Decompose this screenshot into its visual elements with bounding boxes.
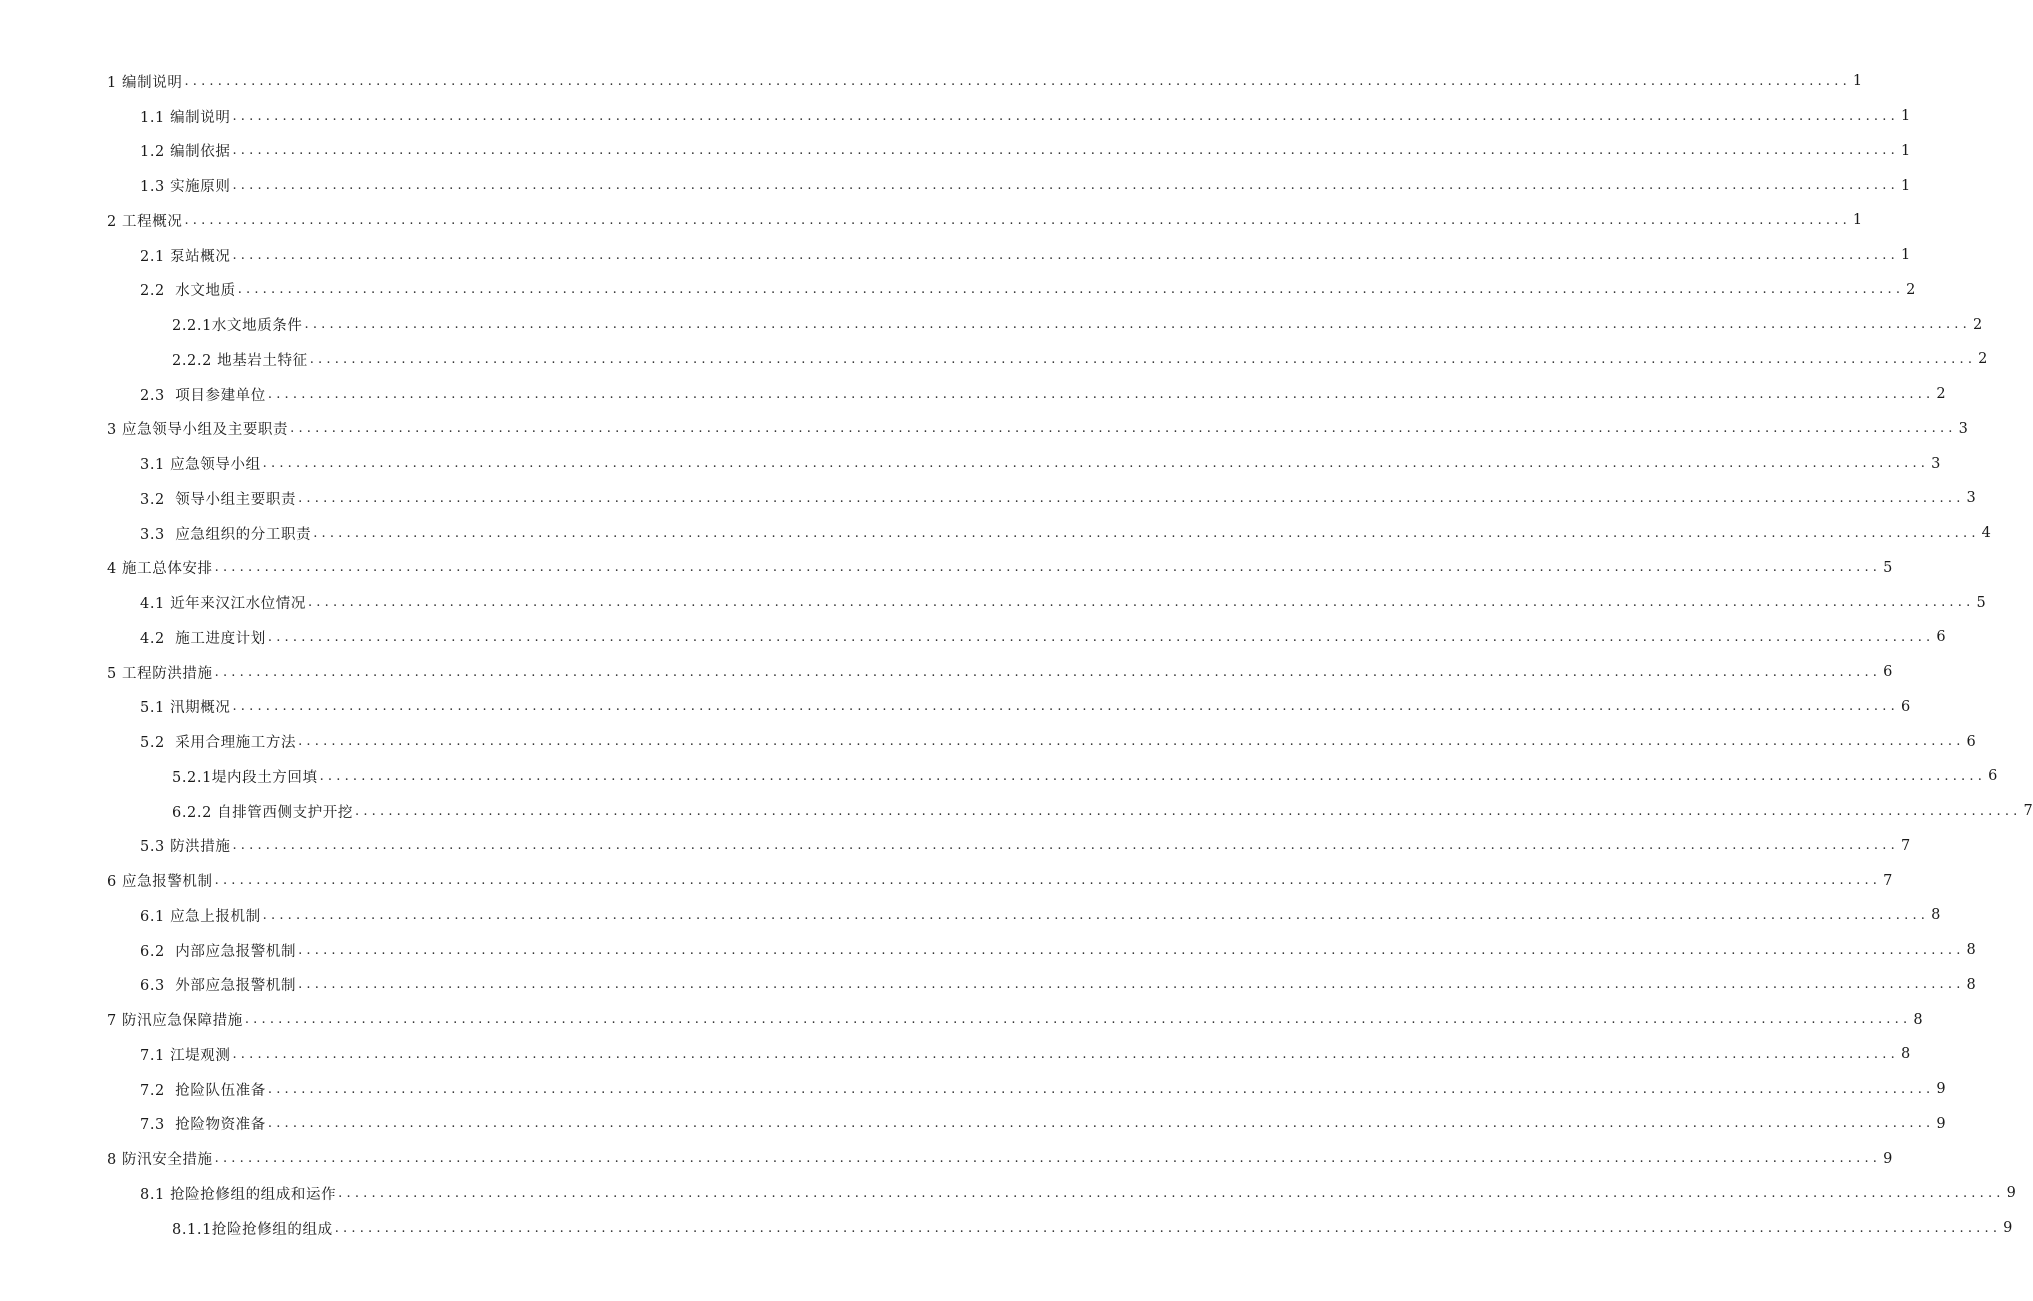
toc-entry-title: 7.1 江堤观测 xyxy=(140,1047,231,1064)
dot-leader: ........................................................................................................................................................................................................ xyxy=(214,664,1882,680)
toc-entry xyxy=(0,412,1969,447)
toc-entry xyxy=(0,759,1998,794)
toc-entry-title: 5.3 防洪措施 xyxy=(140,839,231,856)
toc-entry-title: 5 工程防洪措施 xyxy=(107,665,213,682)
dot-leader: ........................................................................................................................................................................................................ xyxy=(355,803,2022,819)
toc-entry-title: 3.1 应急领导小组 xyxy=(140,457,261,474)
toc-entry-page-number: 9 xyxy=(2003,1220,2013,1237)
toc-entry-link[interactable] xyxy=(140,974,1977,995)
toc-entry xyxy=(0,933,1977,968)
toc-entry-link[interactable] xyxy=(107,870,1893,891)
toc-entry-link[interactable] xyxy=(140,696,1911,717)
toc-entry xyxy=(0,585,1987,620)
toc-entry-page-number: 9 xyxy=(1883,1150,1893,1167)
toc-entry-link[interactable] xyxy=(140,175,1911,196)
toc-entry-page-number: 8 xyxy=(1966,942,1977,959)
toc-entry-page-number: 1 xyxy=(1900,177,1911,194)
toc-entry-page-number: 7 xyxy=(1883,872,1893,889)
toc-entry-title: 6.2.2 自排管西侧支护开挖 xyxy=(172,804,354,821)
dot-leader: ........................................................................................................................................................................................................ xyxy=(244,1012,1912,1028)
toc-entry xyxy=(0,64,1863,99)
toc-entry xyxy=(0,968,1977,1003)
dot-leader: ........................................................................................................................................................................................................ xyxy=(232,1046,1899,1062)
toc-entry-link[interactable] xyxy=(107,418,1969,439)
toc-entry-link[interactable] xyxy=(107,71,1863,92)
toc-entry-title: 1.3 实施原则 xyxy=(140,179,231,196)
toc-entry-page-number: 1 xyxy=(1900,247,1911,264)
toc-entry-title: 6 应急报警机制 xyxy=(107,874,213,891)
dot-leader: ........................................................................................................................................................................................................ xyxy=(290,421,1957,437)
toc-entry-page-number: 1 xyxy=(1900,142,1911,159)
toc-entry-title: 7.3 抢险物资准备 xyxy=(140,1117,266,1134)
toc-entry-link[interactable] xyxy=(140,835,1911,856)
toc-entry xyxy=(0,898,1941,933)
toc-entry-title: 3.3 应急组织的分工职责 xyxy=(140,526,312,543)
toc-entry-page-number: 1 xyxy=(1852,73,1863,90)
toc-entry-title: 2.1 泵站概况 xyxy=(140,248,231,265)
toc-entry-title: 8.1 抢险抢修组的组成和运作 xyxy=(140,1186,337,1203)
toc-entry xyxy=(0,203,1863,238)
toc-entry-title: 1.2 编制依据 xyxy=(140,144,231,161)
toc-entry-link[interactable] xyxy=(140,453,1941,474)
toc-entry-link[interactable] xyxy=(140,1113,1947,1134)
dot-leader: ........................................................................................................................................................................................................ xyxy=(298,942,1965,958)
toc-entry-page-number: 9 xyxy=(1936,1081,1947,1098)
dot-leader: ........................................................................................................................................................................................................ xyxy=(184,73,1851,89)
toc-entry-link[interactable] xyxy=(107,557,1893,578)
toc-entry xyxy=(0,342,1988,377)
toc-entry-page-number: 8 xyxy=(1900,1046,1911,1063)
dot-leader: ........................................................................................................................................................................................................ xyxy=(309,351,1977,367)
toc-entry xyxy=(0,307,1983,342)
toc-entry-link[interactable] xyxy=(172,801,2033,822)
toc-entry-title: 6.1 应急上报机制 xyxy=(140,908,261,925)
dot-leader: ........................................................................................................................................................................................................ xyxy=(232,247,1899,263)
toc-entry-page-number: 3 xyxy=(1931,455,1941,472)
dot-leader: ........................................................................................................................................................................................................ xyxy=(298,490,1965,506)
toc-entry-title: 5.2.1堤内段土方回填 xyxy=(172,769,318,786)
toc-entry xyxy=(0,829,1911,864)
toc-entry-title: 6.3 外部应急报警机制 xyxy=(140,978,297,995)
toc-entry-page-number: 5 xyxy=(1883,559,1893,576)
toc-entry xyxy=(0,99,1911,134)
toc-entry-title: 2 工程概况 xyxy=(107,213,183,230)
dot-leader: ........................................................................................................................................................................................................ xyxy=(267,386,1935,402)
toc-entry-title: 7 防汛应急保障措施 xyxy=(107,1013,243,1030)
toc-entry-page-number: 6 xyxy=(1936,629,1947,646)
toc-entry-page-number: 4 xyxy=(1981,525,1992,542)
dot-leader: ........................................................................................................................................................................................................ xyxy=(232,838,1899,854)
toc-entry-link[interactable] xyxy=(107,210,1863,231)
dot-leader: ........................................................................................................................................................................................................ xyxy=(304,317,1971,333)
toc-entry xyxy=(0,1141,1893,1176)
toc-entry-page-number: 3 xyxy=(1958,420,1969,437)
toc-entry xyxy=(0,1211,2013,1246)
dot-leader: ........................................................................................................................................................................................................ xyxy=(214,1151,1882,1167)
toc-entry-page-number: 2 xyxy=(1972,316,1983,333)
dot-leader: ........................................................................................................................................................................................................ xyxy=(307,595,1975,611)
toc-entry xyxy=(0,1037,1911,1072)
toc-entry-link[interactable] xyxy=(172,349,1988,370)
toc-entry xyxy=(0,273,1916,308)
toc-entry xyxy=(0,551,1893,586)
dot-leader: ........................................................................................................................................................................................................ xyxy=(232,143,1899,159)
toc-entry-page-number: 2 xyxy=(1978,351,1988,368)
toc-entry-page-number: 6 xyxy=(1988,768,1998,785)
toc-entry-page-number: 8 xyxy=(1913,1011,1924,1028)
toc-entry xyxy=(0,690,1911,725)
toc-entry-title: 6.2 内部应急报警机制 xyxy=(140,943,297,960)
dot-leader: ........................................................................................................................................................................................................ xyxy=(262,907,1930,923)
dot-leader: ........................................................................................................................................................................................................ xyxy=(232,178,1899,194)
toc-entry xyxy=(0,1002,1924,1037)
toc-entry xyxy=(0,168,1911,203)
toc-entry-link[interactable] xyxy=(140,488,1977,509)
toc-entry-page-number: 2 xyxy=(1936,386,1947,403)
toc-entry xyxy=(0,446,1941,481)
toc-entry xyxy=(0,377,1947,412)
dot-leader: ........................................................................................................................................................................................................ xyxy=(232,108,1899,124)
dot-leader: ........................................................................................................................................................................................................ xyxy=(319,768,1987,784)
dot-leader: ........................................................................................................................................................................................................ xyxy=(298,977,1965,993)
toc-entry-link[interactable] xyxy=(140,279,1916,300)
toc-entry xyxy=(0,863,1893,898)
dot-leader: ........................................................................................................................................................................................................ xyxy=(267,1081,1935,1097)
toc-entry-title: 2.2 水文地质 xyxy=(140,283,236,300)
toc-entry-title: 2.3 项目参建单位 xyxy=(140,387,266,404)
dot-leader: ........................................................................................................................................................................................................ xyxy=(298,734,1965,750)
toc-entry-title: 1.1 编制说明 xyxy=(140,109,231,126)
toc-entry-title: 4.1 近年来汉江水位情况 xyxy=(140,596,306,613)
toc-entry xyxy=(0,516,1992,551)
toc-entry-page-number: 6 xyxy=(1900,698,1911,715)
toc-entry-page-number: 8 xyxy=(1931,907,1941,924)
toc-entry-page-number: 7 xyxy=(2023,803,2033,820)
toc-entry xyxy=(0,481,1977,516)
dot-leader: ........................................................................................................................................................................................................ xyxy=(267,1116,1935,1132)
toc-entry-title: 2.2.2 地基岩土特征 xyxy=(172,352,308,369)
toc-entry-title: 7.2 抢险队伍准备 xyxy=(140,1082,266,1099)
toc-entry xyxy=(0,134,1911,169)
dot-leader: ........................................................................................................................................................................................................ xyxy=(313,525,1980,541)
toc-entry-link[interactable] xyxy=(107,1148,1893,1169)
toc-entry-page-number: 1 xyxy=(1900,108,1911,125)
toc-entry-page-number: 6 xyxy=(1883,664,1893,681)
dot-leader: ........................................................................................................................................................................................................ xyxy=(237,282,1905,298)
toc-entry-link[interactable] xyxy=(107,1009,1924,1030)
toc-entry-page-number: 5 xyxy=(1976,594,1987,611)
dot-leader: ........................................................................................................................................................................................................ xyxy=(338,1185,2005,1201)
dot-leader: ........................................................................................................................................................................................................ xyxy=(232,699,1899,715)
toc-entry-title: 2.2.1水文地质条件 xyxy=(172,318,303,335)
toc-entry-link[interactable] xyxy=(172,766,1998,787)
toc-entry-title: 8.1.1抢险抢修组的组成 xyxy=(172,1221,333,1238)
dot-leader: ........................................................................................................................................................................................................ xyxy=(214,560,1882,576)
toc-entry xyxy=(0,655,1893,690)
dot-leader: ........................................................................................................................................................................................................ xyxy=(262,456,1930,472)
toc-entry-title: 4.2 施工进度计划 xyxy=(140,630,266,647)
toc-entry-link[interactable] xyxy=(140,384,1947,405)
dot-leader: ........................................................................................................................................................................................................ xyxy=(267,629,1935,645)
toc-entry-page-number: 6 xyxy=(1966,733,1977,750)
toc-entry-link[interactable] xyxy=(172,1218,2013,1239)
toc-entry-link[interactable] xyxy=(172,314,1983,335)
toc-entry-page-number: 9 xyxy=(2006,1185,2017,1202)
toc-entry-link[interactable] xyxy=(140,731,1977,752)
toc-entry-page-number: 8 xyxy=(1966,976,1977,993)
toc-entry-link[interactable] xyxy=(107,662,1893,683)
toc-entry xyxy=(0,1176,2017,1211)
toc-entry xyxy=(0,794,2033,829)
toc-entry-title: 4 施工总体安排 xyxy=(107,561,213,578)
table-of-contents xyxy=(0,64,2033,1246)
toc-entry-link[interactable] xyxy=(140,1079,1947,1100)
toc-entry xyxy=(0,1072,1947,1107)
toc-entry-link[interactable] xyxy=(140,245,1911,266)
toc-entry-link[interactable] xyxy=(140,592,1987,613)
toc-entry-page-number: 9 xyxy=(1936,1115,1947,1132)
toc-entry-link[interactable] xyxy=(140,1044,1911,1065)
toc-entry-title: 5.2 采用合理施工方法 xyxy=(140,735,297,752)
dot-leader: ........................................................................................................................................................................................................ xyxy=(334,1220,2002,1236)
toc-entry-title: 1 编制说明 xyxy=(107,74,183,91)
toc-entry-title: 8 防汛安全措施 xyxy=(107,1152,213,1169)
toc-entry-link[interactable] xyxy=(140,106,1911,127)
toc-entry-page-number: 2 xyxy=(1906,281,1916,298)
dot-leader: ........................................................................................................................................................................................................ xyxy=(214,873,1882,889)
toc-entry-title: 5.1 汛期概况 xyxy=(140,700,231,717)
toc-entry-page-number: 7 xyxy=(1900,837,1911,854)
toc-entry-link[interactable] xyxy=(140,140,1911,161)
toc-entry xyxy=(0,1107,1947,1142)
dot-leader: ........................................................................................................................................................................................................ xyxy=(184,212,1851,228)
toc-entry-link[interactable] xyxy=(140,905,1941,926)
toc-entry-link[interactable] xyxy=(140,1183,2017,1204)
toc-entry-page-number: 3 xyxy=(1966,490,1977,507)
toc-entry-link[interactable] xyxy=(140,627,1947,648)
toc-entry-title: 3.2 领导小组主要职责 xyxy=(140,491,297,508)
toc-entry xyxy=(0,238,1911,273)
toc-entry-link[interactable] xyxy=(140,940,1977,961)
toc-entry-link[interactable] xyxy=(140,523,1992,544)
toc-entry-title: 3 应急领导小组及主要职责 xyxy=(107,422,289,439)
toc-entry xyxy=(0,724,1977,759)
toc-entry xyxy=(0,620,1947,655)
toc-entry-page-number: 1 xyxy=(1852,212,1863,229)
